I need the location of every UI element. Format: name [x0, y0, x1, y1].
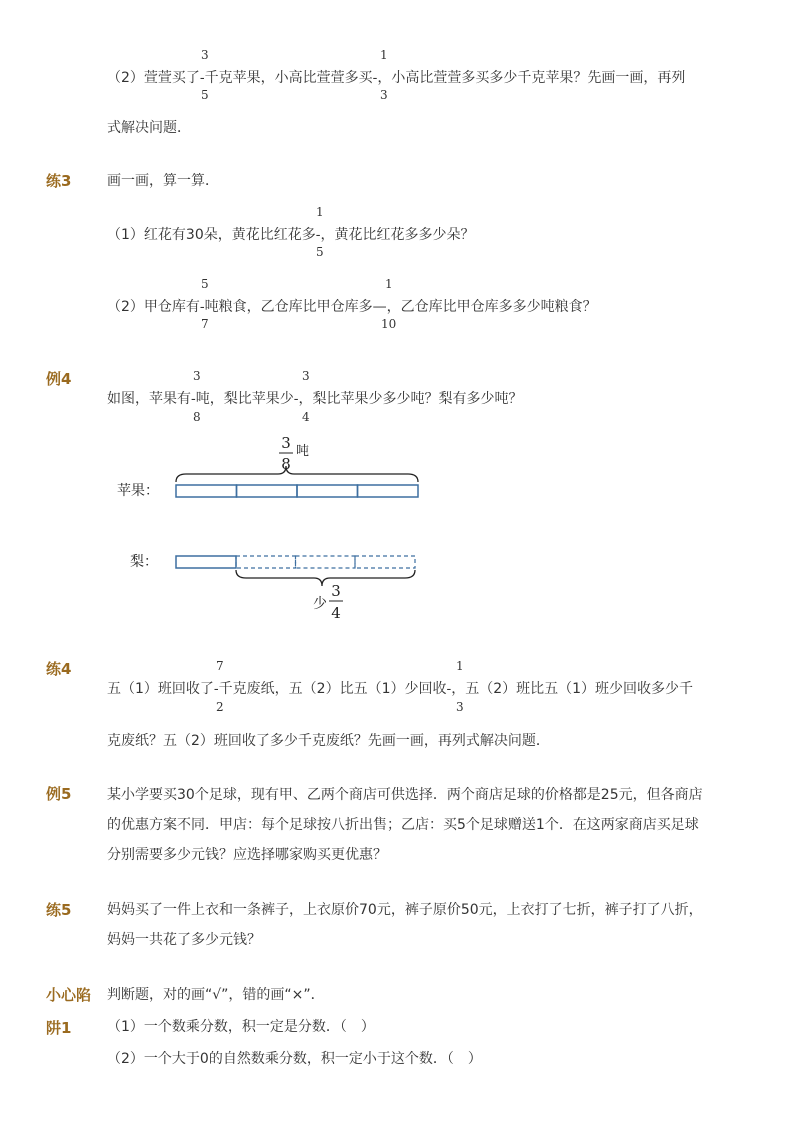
fraction-numerator: 3 [193, 369, 201, 383]
section-tag: 阱1 [46, 1019, 72, 1037]
question-line: 式解决问题． [107, 120, 191, 136]
question-line: 克废纸？五（2）班回收了多少千克废纸？先画一画，再列式解决问题． [107, 733, 550, 749]
text-segment: 如图，苹果有 [107, 391, 191, 407]
section-tag: 小心陷 [46, 986, 92, 1004]
section-tag: 练3 [46, 172, 72, 190]
fraction-bar: - [293, 391, 299, 407]
fraction-denominator: 5 [316, 245, 324, 259]
question-line [107, 679, 693, 699]
text-segment: （2）萱萱买了 [107, 70, 200, 86]
text-segment: （1）红花有30朵，黄花比红花多 [107, 227, 316, 243]
pear-bar-segment [176, 556, 236, 568]
fraction-numerator: 7 [216, 659, 224, 673]
diagram-top-denominator: 8 [281, 455, 291, 473]
diagram-top-unit: 吨 [296, 444, 310, 459]
fraction-numerator: 3 [201, 48, 209, 62]
fraction-bar: - [372, 70, 378, 86]
text-segment: ，乙仓库比甲仓库多多少吨粮食？ [386, 299, 597, 315]
fraction-denominator: 5 [201, 88, 209, 102]
question-line: 妈妈买了一件上衣和一条裤子，上衣原价70元，裤子原价50元，上衣打了七折，裤子打了八折， [107, 902, 703, 918]
fraction-bar: - [446, 681, 452, 697]
fraction-bar: - [213, 681, 219, 697]
section-tag: 例4 [46, 370, 72, 388]
text-segment: ，梨比苹果少多少吨？梨有多少吨？ [298, 391, 523, 407]
fraction-denominator: 3 [380, 88, 388, 102]
top-brace [176, 466, 418, 482]
question-line: 分别需要多少元钱？应选择哪家购买更优惠？ [107, 847, 387, 863]
text-segment: 五（1）班回收了 [107, 681, 214, 697]
text-segment: 千克废纸，五（2）比五（1）少回收 [218, 681, 447, 697]
fraction-bar: - [199, 70, 205, 86]
text-segment: ，五（2）班比五（1）班少回收多少千 [451, 681, 694, 697]
apple-bar-segment [237, 485, 298, 497]
text-segment: 吨，梨比苹果少 [195, 391, 294, 407]
fraction-denominator: 3 [456, 700, 464, 714]
judgment-statement: （1）一个数乘分数，积一定是分数．（ ） [107, 1019, 375, 1035]
diagram-bottom-denominator: 4 [331, 604, 341, 622]
fraction-numerator: 5 [201, 277, 209, 291]
section-tag: 练4 [46, 660, 72, 678]
fraction-numerator: 1 [385, 277, 393, 291]
diagram-bottom-prefix: 少 [313, 596, 327, 612]
fraction-numerator: 1 [456, 659, 464, 673]
question-line [107, 297, 597, 317]
fraction-numerator: 3 [302, 369, 310, 383]
fraction-bar: - [191, 391, 196, 407]
apple-bar-segment [358, 485, 419, 497]
fraction-numerator: 1 [316, 205, 324, 219]
fraction-denominator: 10 [381, 317, 397, 331]
text-segment: 吨粮食，乙仓库比甲仓库多 [204, 299, 373, 315]
section-tag: 例5 [46, 785, 72, 803]
text-segment: ，黄花比红花多多少朵？ [320, 227, 475, 243]
apple-bar-segment [176, 485, 237, 497]
pear-bar-dashed-segment [236, 556, 296, 568]
apple-label: 苹果： [117, 483, 159, 499]
question-line: 妈妈一共花了多少元钱？ [107, 932, 261, 948]
fraction-denominator: 4 [302, 410, 310, 424]
text-segment: （2）甲仓库有 [107, 299, 200, 315]
fraction-bar: - [199, 299, 205, 315]
diagram-bottom-numerator: 3 [331, 582, 341, 600]
bottom-brace [236, 570, 415, 586]
section-title: 判断题，对的画“√”，错的画“×”． [107, 987, 325, 1003]
question-line [107, 68, 685, 88]
judgment-statement: （2）一个大于0的自然数乘分数，积一定小于这个数．（ ） [107, 1051, 482, 1067]
diagram-top-numerator: 3 [281, 434, 291, 452]
fraction-bar: — [372, 299, 387, 315]
segment-diagram [100, 428, 440, 628]
text-segment: 千克苹果，小高比萱萱多买 [204, 70, 373, 86]
fraction-denominator: 2 [216, 700, 224, 714]
section-title: 画一画，算一算． [107, 173, 219, 189]
fraction-bar: - [315, 227, 321, 243]
text-segment: ，小高比萱萱多买多少千克苹果？先画一画，再列 [377, 70, 686, 86]
question-line [107, 389, 522, 409]
question-line: 的优惠方案不同．甲店：每个足球按八折出售；乙店：买5个足球赠送1个．在这两家商店买足球 [107, 817, 699, 833]
apple-bar-segment [297, 485, 358, 497]
pear-bar-dashed-segment [355, 556, 415, 568]
fraction-denominator: 7 [201, 317, 209, 331]
question-line [107, 225, 474, 245]
fraction-denominator: 8 [193, 410, 201, 424]
section-tag: 练5 [46, 901, 72, 919]
pear-label: 梨： [130, 554, 158, 570]
fraction-numerator: 1 [380, 48, 388, 62]
pear-bar-dashed-segment [296, 556, 356, 568]
question-line: 某小学要买30个足球，现有甲、乙两个商店可供选择．两个商店足球的价格都是25元，但各商店 [107, 787, 703, 803]
